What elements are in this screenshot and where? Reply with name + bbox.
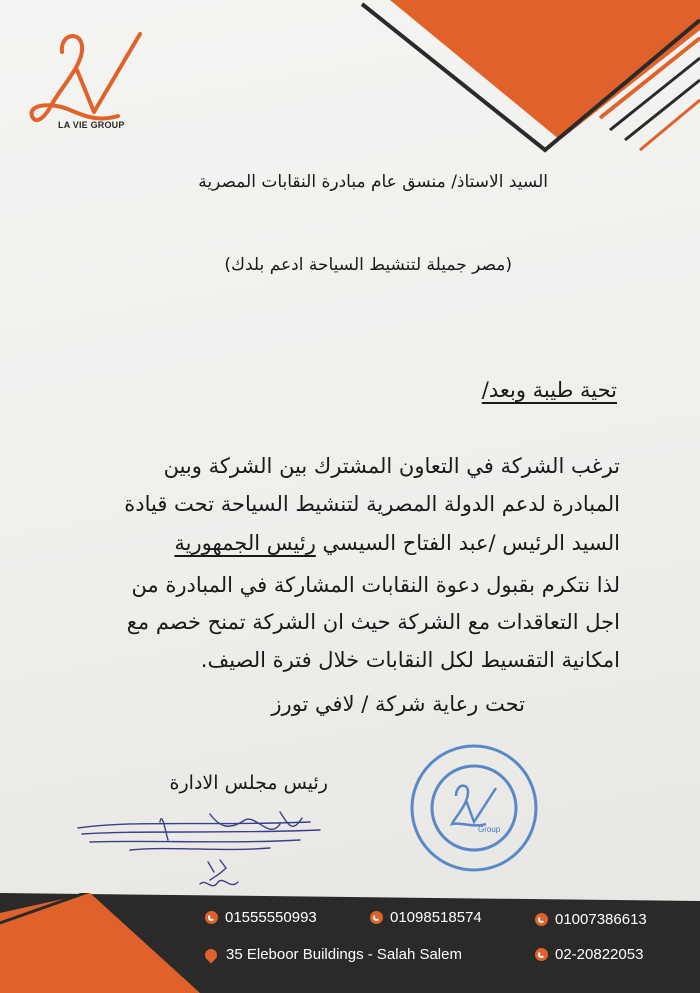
company-stamp — [404, 738, 544, 878]
phone-1-number: 01555550993 — [225, 909, 317, 926]
chairman-title: رئيس مجلس الادارة — [169, 772, 328, 794]
body-line-1: ترغب الشركة في التعاون المشترك بين الشركة وبين — [163, 454, 620, 478]
body-line-2: المبادرة لدعم الدولة المصرية لتنشيط السياحة تحت قيادة — [124, 492, 620, 516]
phone-icon — [535, 948, 548, 961]
phone-1[interactable] — [205, 909, 317, 926]
sponsor-line: تحت رعاية شركة / لافي تورز — [271, 692, 525, 716]
phone-2-number: 01098518574 — [390, 909, 482, 926]
stamp-inner-text: Group — [478, 825, 501, 834]
location-pin-icon — [203, 946, 220, 963]
phone-4[interactable] — [535, 946, 643, 963]
phone-4-number: 02-20822053 — [555, 946, 644, 963]
addressee-line: السيد الاستاذ/ منسق عام مبادرة النقابات المصرية — [198, 172, 548, 192]
body-line-5: اجل التعاقدات مع الشركة حيث ان الشركة تمنح خصم مع — [126, 610, 620, 634]
greeting: تحية طيبة وبعد/ — [481, 378, 617, 402]
phone-3[interactable] — [535, 911, 647, 928]
president-title: رئيس الجمهورية — [174, 531, 316, 555]
phone-icon — [205, 911, 218, 924]
body-line-3-text: السيد الرئيس /عبد الفتاح السيسي — [322, 531, 620, 555]
body-line-3 — [174, 531, 620, 555]
phone-icon — [370, 911, 383, 924]
signature — [70, 800, 340, 895]
phone-icon — [535, 913, 548, 926]
phone-3-number: 01007386613 — [555, 911, 647, 928]
footer-band — [0, 893, 700, 993]
la-vie-logo — [22, 24, 152, 134]
body-line-4: لذا نتكرم بقبول دعوة النقابات المشاركة في المبادرة من — [131, 573, 620, 597]
address-text: 35 Eleboor Buildings - Salah Salem — [226, 946, 462, 963]
address — [205, 946, 462, 963]
slogan-line: (مصر جميلة لتنشيط السياحة ادعم بلدك) — [224, 255, 512, 275]
logo-caption: LA VIE GROUP — [58, 120, 125, 130]
phone-2[interactable] — [370, 909, 482, 926]
body-line-6: امكانية التقسيط لكل النقابات خلال فترة الصيف. — [200, 648, 620, 672]
